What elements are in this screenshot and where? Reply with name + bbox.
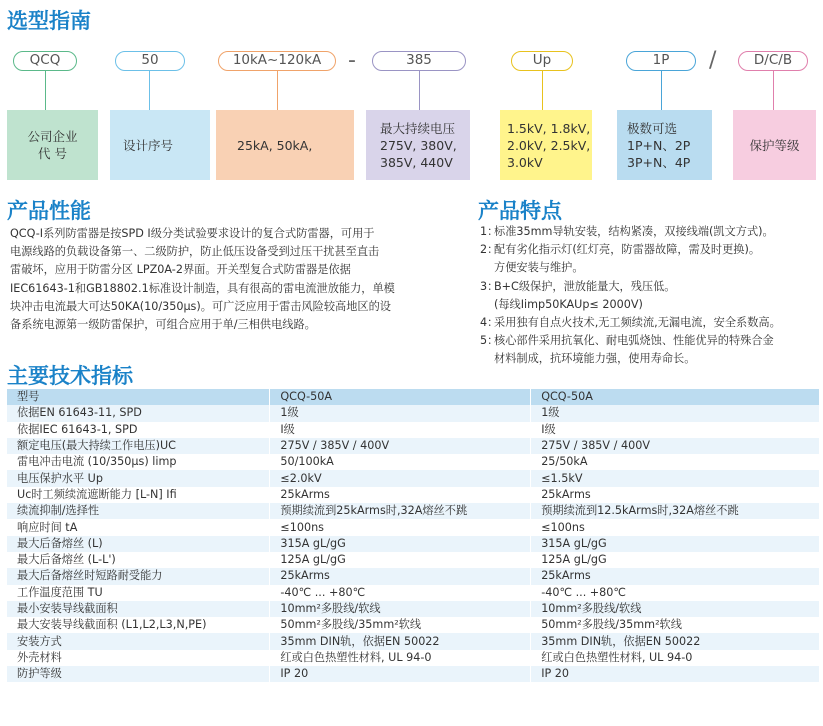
list-item: 2： 配有劣化指示灯(红灯亮，防雷器故障，需及时更换)。 bbox=[480, 243, 761, 257]
code-pill-class: D/C/B bbox=[738, 51, 808, 71]
box-company-code: 公司企业 代 号 bbox=[7, 110, 98, 180]
connector-line bbox=[149, 71, 150, 110]
table-row: 雷电冲击电流 (10/350μs) limp 50/100kA 25/50kA bbox=[7, 454, 820, 470]
table-row: 工作温度范围 TU -40℃ ... +80℃ -40℃ ... +80℃ bbox=[7, 585, 820, 601]
connector-line bbox=[661, 71, 662, 110]
features-title: 产品特点 bbox=[478, 199, 562, 223]
table-row: 最大安装导线截面积 (L1,L2,L3,N,PE) 50mm²多股线/35mm²软线 50mm²多股线/35mm²软线 bbox=[7, 617, 820, 633]
list-item: 5： 核心部件采用抗氧化、耐电弧烧蚀、性能优异的特殊合金 bbox=[480, 334, 774, 348]
box-current: 25kA, 50kA, bbox=[216, 110, 354, 180]
separator-dash: - bbox=[348, 48, 356, 73]
table-row: 依据EN 61643-11, SPD 1级 1级 bbox=[7, 405, 820, 421]
table-row: Uc时工频续流遮断能力 [L-N] Ifi 25kArms 25kArms bbox=[7, 487, 820, 503]
code-pill-up: Up bbox=[511, 51, 573, 71]
box-poles: 极数可选 1P+N、2P 3P+N、4P bbox=[617, 110, 712, 180]
table-row: 续流抑制/选择性 预期续流到25kArms时,32A熔丝不跳 预期续流到12.5kArms时,32A熔丝不跳 bbox=[7, 503, 820, 519]
table-row: 安装方式 35mm DIN轨，依据EN 50022 35mm DIN轨，依据EN 50022 bbox=[7, 633, 820, 649]
table-row: 响应时间 tA ≤100ns ≤100ns bbox=[7, 519, 820, 535]
code-pill-company: QCQ bbox=[13, 51, 77, 71]
list-item: 1： 标准35mm导轨安装，结构紧凑，双接线端(凯文方式)。 bbox=[480, 225, 774, 238]
table-row: 最大后备熔丝 (L-L') 125A gL/gG 125A gL/gG bbox=[7, 552, 820, 568]
table-row: 防护等级 IP 20 IP 20 bbox=[7, 666, 820, 682]
connector-line bbox=[45, 71, 46, 110]
box-up-levels: 1.5kV, 1.8kV, 2.0kV, 2.5kV, 3.0kV bbox=[500, 110, 592, 180]
table-row: 外壳材料 红或白色热塑性材料, UL 94-0 红或白色热塑性材料, UL 94-0 bbox=[7, 650, 820, 666]
connector-line bbox=[773, 71, 774, 110]
box-voltage: 最大持续电压 275V, 380V, 385V, 440V bbox=[366, 110, 470, 180]
specs-table bbox=[7, 389, 820, 682]
specs-title: 主要技术指标 bbox=[7, 364, 133, 388]
separator-slash: / bbox=[709, 48, 717, 73]
table-header-row: 型号 QCQ-50A QCQ-50A bbox=[7, 389, 820, 405]
table-row: 最小安装导线截面积 10mm²多股线/软线 10mm²多股线/软线 bbox=[7, 601, 820, 617]
connector-line bbox=[542, 71, 543, 110]
connector-line bbox=[277, 71, 278, 110]
performance-title: 产品性能 bbox=[7, 199, 91, 223]
list-item: 4： 采用独有自点火技术,无工频续流,无漏电流，安全系数高。 bbox=[480, 316, 781, 330]
code-pill-design: 50 bbox=[115, 51, 185, 71]
box-design-number: 设计序号 bbox=[110, 110, 210, 180]
performance-paragraph: QCQ-I系列防雷器是按SPD I级分类试验要求设计的复合式防雷器，可用于 电源线路的负载设备第一、二级防护，防止低压设备受到过压干扰甚至直击 雷破坏，应用于防雷分区 LPZ0A-2界面。开关型复合式防雷器是依据 IEC61643-1和GB18802.1标准设计制造，具有很高的雷电流泄放能力，单模 块冲击电流最大可达50KA(10/350μs)。可广泛应用于雷击风险较高地区的设 备系统电源第一级防雷保护，可组合应用于单/三相供电线路。 bbox=[10, 227, 395, 332]
code-pill-poles: 1P bbox=[626, 51, 696, 71]
code-pill-voltage: 385 bbox=[372, 51, 466, 71]
table-row: 最大后备熔丝 (L) 315A gL/gG 315A gL/gG bbox=[7, 536, 820, 552]
table-row: 依据IEC 61643-1, SPD I级 I级 bbox=[7, 422, 820, 438]
code-pill-current: 10kA~120kA bbox=[218, 51, 336, 71]
table-row: 最大后备熔丝时短路耐受能力 25kArms 25kArms bbox=[7, 568, 820, 584]
selection-guide-title: 选型指南 bbox=[7, 9, 91, 33]
features-list: 1： 标准35mm导轨安装，结构紧凑，双接线端(凯文方式)。 2： 配有劣化指示灯(红灯亮，防雷器故障，需及时更换)。 方便安装与维护。 3： B+C级保护，泄放能量大，残压低。 (每线Iimp50KAUp≤ 2000V) 4： 采用独有自点火技术,无工频续流,无漏电流，安全系数高。 5： 核心部件采用抗氧化、耐电弧烧蚀、性能优异的特殊合金 材料制成，抗环境能力强，使用寿命长。 bbox=[480, 223, 823, 369]
list-item: 3： B+C级保护，泄放能量大，残压低。 bbox=[480, 279, 676, 293]
table-row: 额定电压(最大持续工作电压)UC 275V / 385V / 400V 275V / 385V / 400V bbox=[7, 438, 820, 454]
box-protection-class: 保护等级 bbox=[733, 110, 816, 180]
connector-line bbox=[419, 71, 420, 110]
table-row: 电压保护水平 Up ≤2.0kV ≤1.5kV bbox=[7, 470, 820, 486]
